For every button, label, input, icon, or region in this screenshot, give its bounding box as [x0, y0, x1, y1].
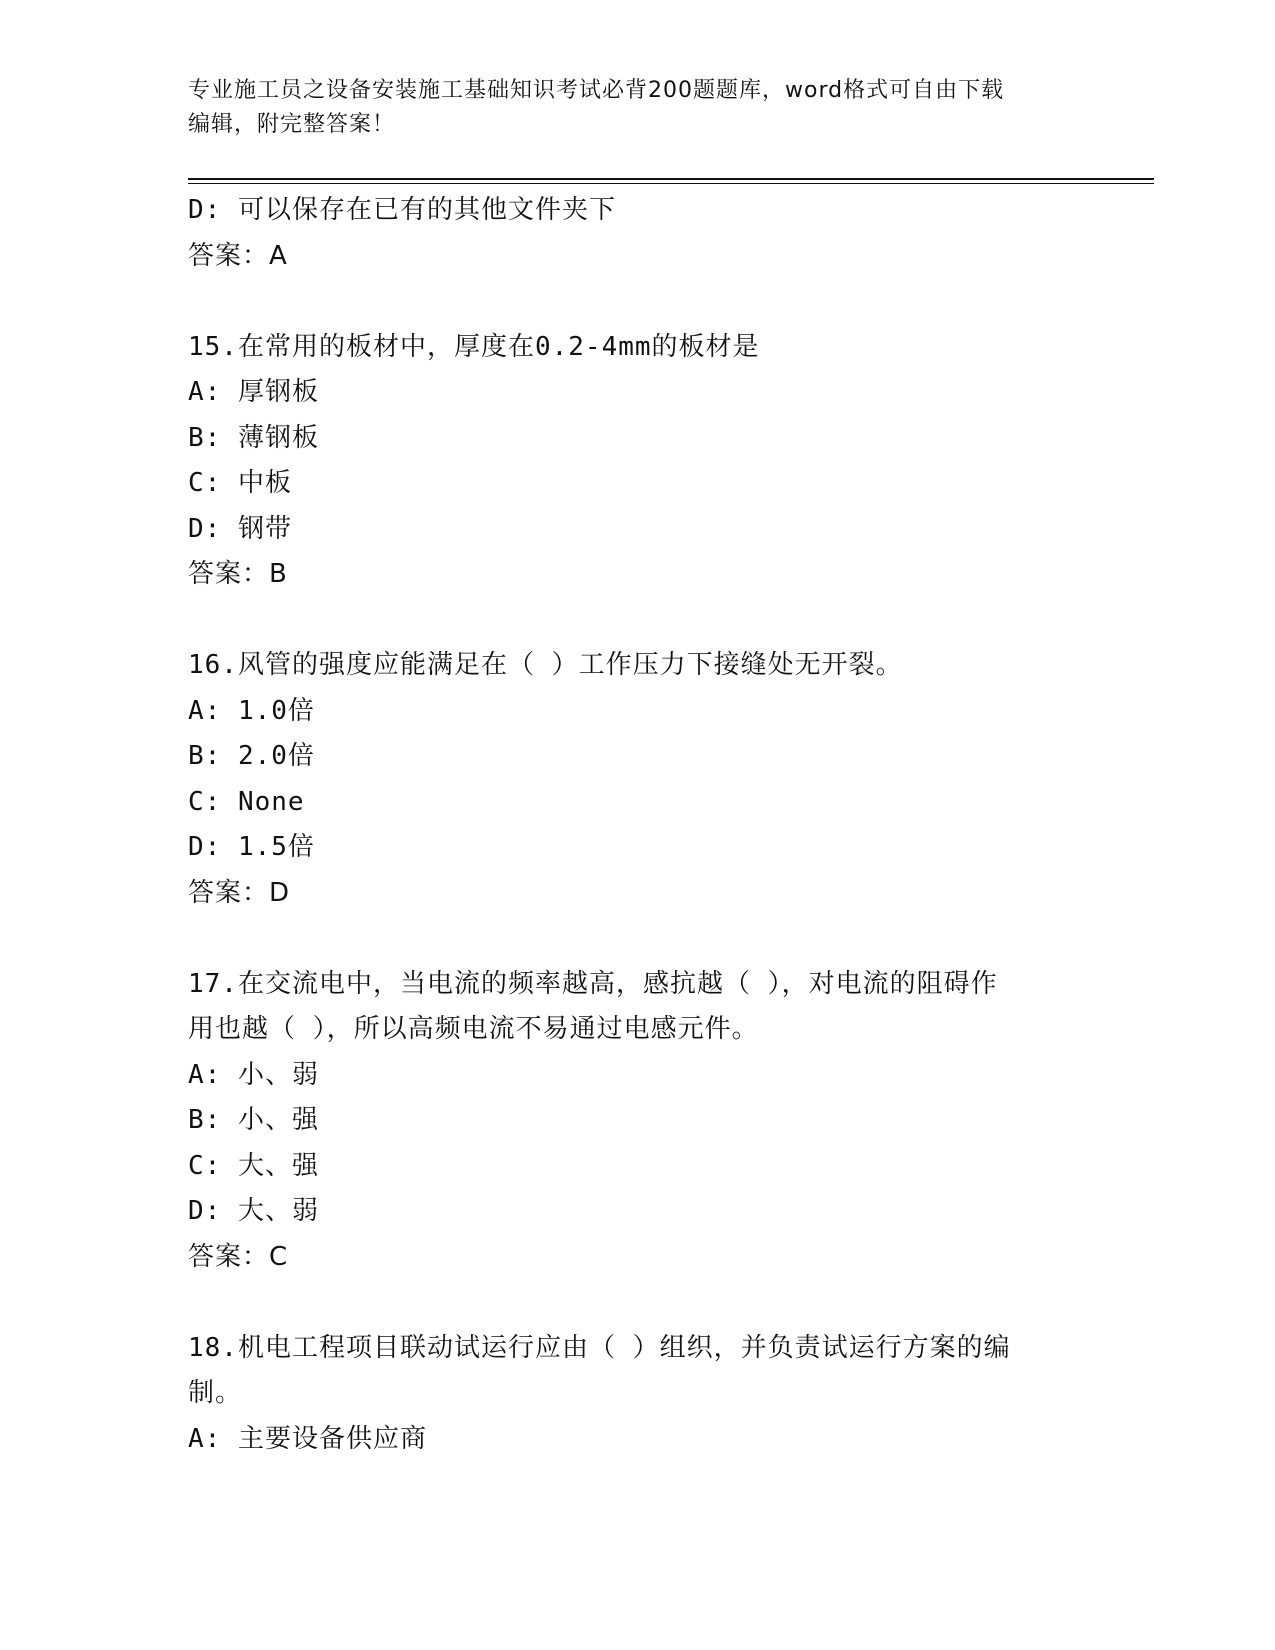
option-b: B: 2.0倍 — [188, 741, 315, 771]
prev-answer: 答案：A — [188, 240, 288, 271]
option-a: A: 厚钢板 — [188, 377, 319, 407]
prev-option-d: D: 可以保存在已有的其他文件夹下 — [188, 195, 616, 225]
question-text-line-2: 制。 — [188, 1378, 243, 1408]
option-a: A: 主要设备供应商 — [188, 1423, 427, 1454]
spacer — [188, 598, 1068, 644]
header-divider-thick — [188, 178, 1154, 180]
answer: 答案：C — [188, 1241, 289, 1272]
option-c: C: 中板 — [188, 468, 292, 498]
option-b: B: 小、强 — [188, 1105, 319, 1135]
header-line-1: 专业施工员之设备安装施工基础知识考试必背200题题库，word格式可自由下载 — [188, 78, 1005, 103]
document-header — [188, 74, 1068, 142]
question-16 — [188, 643, 1068, 916]
answer: 答案：B — [188, 559, 288, 589]
spacer — [188, 1280, 1068, 1326]
option-d: D: 钢带 — [188, 513, 292, 544]
question-content — [188, 188, 1068, 1462]
answer: 答案：D — [188, 877, 291, 908]
spacer — [188, 916, 1068, 962]
option-c: C: 大、强 — [188, 1150, 319, 1181]
option-d: D: 1.5倍 — [188, 832, 315, 862]
question-17 — [188, 962, 1068, 1281]
question-18 — [188, 1326, 1068, 1463]
option-b: B: 薄钢板 — [188, 422, 319, 453]
question-text: 15.在常用的板材中，厚度在0.2-4mm的板材是 — [188, 331, 760, 362]
question-text-line-1: 17.在交流电中，当电流的频率越高，感抗越（ ），对电流的阻碍作 — [188, 968, 998, 999]
option-d: D: 大、弱 — [188, 1196, 319, 1226]
question-15 — [188, 325, 1068, 598]
option-a: A: 小、弱 — [188, 1059, 319, 1090]
question-text-line-1: 18.机电工程项目联动试运行应由（ ）组织，并负责试运行方案的编 — [188, 1332, 1011, 1363]
question-text-line-2: 用也越（ ），所以高频电流不易通过电感元件。 — [188, 1014, 759, 1044]
option-c: C: None — [188, 786, 305, 817]
header-line-2: 编辑，附完整答案！ — [188, 112, 396, 137]
header-divider-thin — [188, 183, 1154, 184]
question-text: 16.风管的强度应能满足在（ ）工作压力下接缝处无开裂。 — [188, 650, 903, 680]
option-a: A: 1.0倍 — [188, 695, 315, 726]
spacer — [188, 279, 1068, 325]
